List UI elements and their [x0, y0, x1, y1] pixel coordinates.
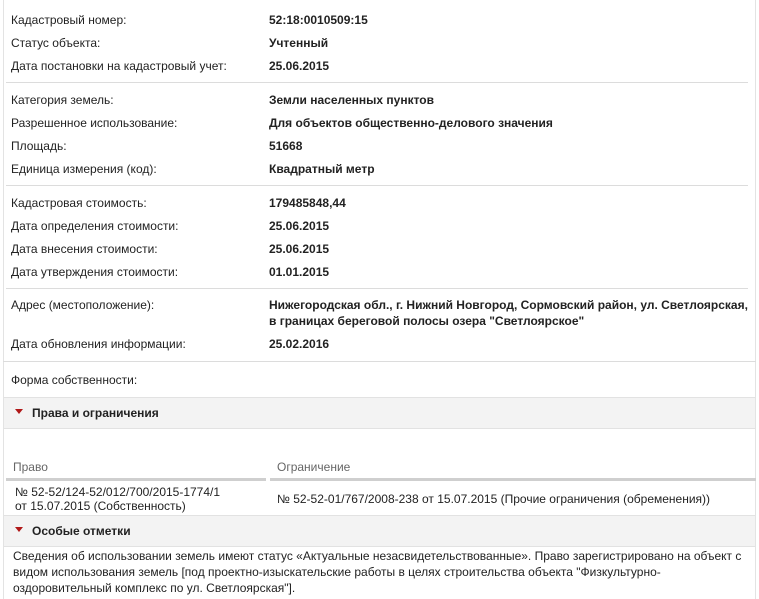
field-value-status: Учтенный: [269, 36, 329, 50]
field-label-value-approval-date: Дата утверждения стоимости:: [11, 265, 179, 279]
column-divider: [270, 478, 756, 481]
notes-section-title: Особые отметки: [32, 524, 131, 538]
field-value-area: 51668: [269, 139, 303, 153]
field-value-value-approval-date: 01.01.2015: [269, 265, 330, 279]
column-divider: [6, 478, 266, 481]
field-label-update-date: Дата обновления информации:: [11, 337, 186, 351]
field-value-value-determination-date: 25.06.2015: [269, 219, 330, 233]
notes-section-header[interactable]: [4, 515, 755, 547]
field-label-value-determination-date: Дата определения стоимости:: [11, 219, 179, 233]
rights-section-header[interactable]: [4, 397, 755, 429]
field-label-cadastral-value: Кадастровая стоимость:: [11, 196, 147, 210]
field-label-status: Статус объекта:: [11, 36, 101, 50]
column-header-restriction: Ограничение: [277, 460, 351, 474]
field-label-permitted-use: Разрешенное использование:: [11, 116, 178, 130]
field-value-unit: Квадратный метр: [269, 162, 375, 176]
field-value-address: Нижегородская обл., г. Нижний Новгород, Сормовский район, ул. Светлоярская, в границах береговой полосы озера "Светлоярское": [269, 298, 748, 328]
right-registration-number: № 52-52/124-52/012/700/2015-1774/1: [15, 485, 221, 499]
right-entry: [15, 485, 220, 513]
field-value-land-category: Земли населенных пунктов: [269, 93, 435, 107]
field-label-cadastral-number: Кадастровый номер:: [11, 13, 127, 27]
divider: [6, 185, 748, 186]
divider: [6, 82, 748, 83]
field-label-unit: Единица измерения (код):: [11, 162, 157, 176]
field-value-cadastral-value: 179485848,44: [269, 196, 346, 210]
field-value-update-date: 25.02.2016: [269, 337, 330, 351]
field-value-cadastral-number: 52:18:0010509:15: [269, 13, 368, 27]
field-value-value-entry-date: 25.06.2015: [269, 242, 330, 256]
restriction-entry: № 52-52-01/767/2008-238 от 15.07.2015 (Прочие ограничения (обременения)): [277, 492, 711, 506]
field-value-permitted-use: Для объектов общественно-делового значения: [269, 116, 553, 130]
divider: [6, 288, 748, 289]
field-label-land-category: Категория земель:: [11, 93, 114, 107]
field-label-ownership-form: Форма собственности:: [11, 373, 138, 387]
caret-down-icon: [15, 527, 23, 532]
column-header-right: Право: [13, 460, 48, 474]
field-label-area: Площадь:: [11, 139, 67, 153]
field-label-address: Адрес (местоположение):: [11, 298, 155, 312]
field-label-registration-date: Дата постановки на кадастровый учет:: [11, 59, 227, 73]
right-registration-date: от 15.07.2015 (Собственность): [15, 499, 186, 513]
special-notes-text: Сведения об использовании земель имеют статус «Актуальные незасвидетельствованные». Право зарегистрировано на объект с видом использования земель [под проектно-изыскательские работы в целях строительства объекта "Физкультурно-оздоровительный комплекс по ул. Светлоярская"].: [13, 549, 742, 595]
divider: [3, 361, 756, 362]
rights-section-title: Права и ограничения: [32, 406, 159, 420]
field-label-value-entry-date: Дата внесения стоимости:: [11, 242, 158, 256]
field-value-registration-date: 25.06.2015: [269, 59, 330, 73]
caret-down-icon: [15, 409, 23, 414]
